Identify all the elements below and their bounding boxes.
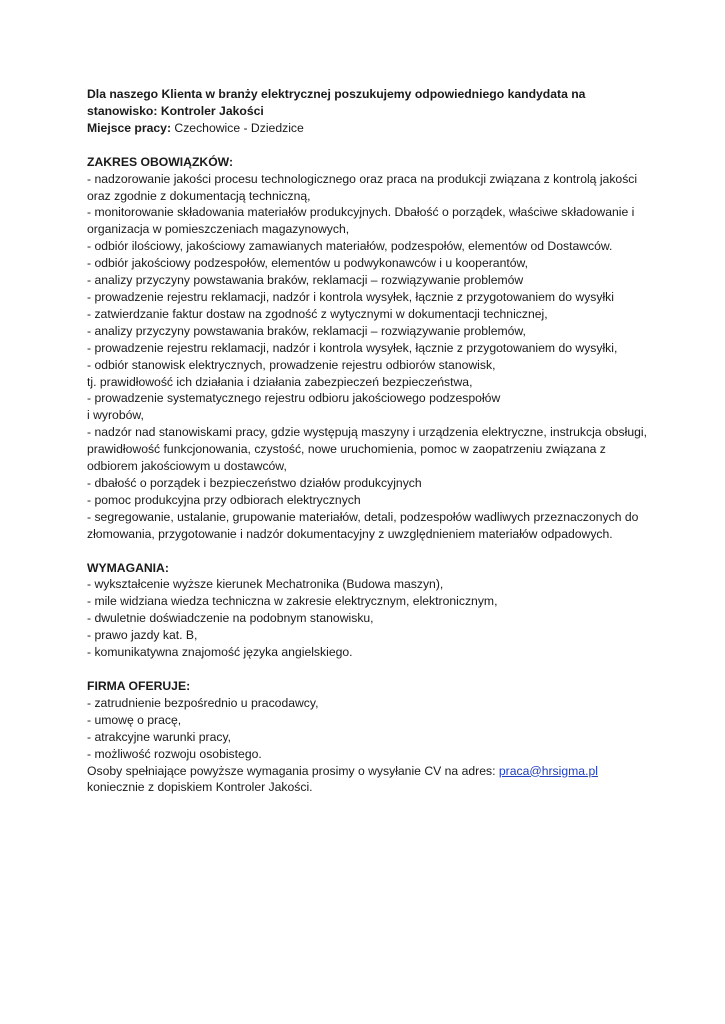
duties-section bbox=[87, 154, 647, 543]
duty-line: - nadzór nad stanowiskami pracy, gdzie występują maszyny i urządzenia elektryczne, instrukcja obsługi, prawidłowość funkcjonowania, czystość, nowe uruchomienia, pomoc w zaopatrzeniu związana z odbiorem jakościowym u dostawców, bbox=[87, 425, 647, 474]
duties-heading: ZAKRES OBOWIĄZKÓW: bbox=[87, 154, 234, 169]
requirements-heading: WYMAGANIA: bbox=[87, 560, 169, 575]
duty-line: - nadzorowanie jakości procesu technologicznego oraz praca na produkcji związana z kontrolą jakości oraz zgodnie z dokumentacją techniczną, bbox=[87, 171, 638, 203]
requirement-line: - dwuletnie doświadczenie na podobnym stanowisku, bbox=[87, 611, 374, 626]
offer-line: - umowę o pracę, bbox=[87, 712, 182, 727]
requirement-line: - komunikatywna znajomość języka angielskiego. bbox=[87, 645, 353, 660]
duty-line: - prowadzenie rejestru reklamacji, nadzór i kontrola wysyłek, łącznie z przygotowaniem do wysyłki, bbox=[87, 340, 618, 355]
document-content bbox=[87, 86, 647, 796]
offer-heading: FIRMA OFERUJE: bbox=[87, 679, 191, 693]
work-location-value: Czechowice - Dziedzice bbox=[171, 120, 304, 135]
duty-line: - analizy przyczyny powstawania braków, reklamacji – rozwiązywanie problemów, bbox=[87, 323, 526, 338]
duty-line: - pomoc produkcyjna przy odbiorach elektrycznych bbox=[87, 492, 361, 507]
duty-line: - zatwierdzanie faktur dostaw na zgodność z wytycznymi w dokumentacji technicznej, bbox=[87, 306, 548, 321]
closing-text-end: koniecznie z dopiskiem Kontroler Jakości. bbox=[87, 780, 313, 795]
job-title: Dla naszego Klienta w branży elektrycznej poszukujemy odpowiedniego kandydata na stanowisko: Kontroler Jakości bbox=[87, 87, 586, 118]
duty-line: - prowadzenie rejestru reklamacji, nadzór i kontrola wysyłek, łącznie z przygotowaniem do wysyłki bbox=[87, 289, 614, 304]
duty-line: - prowadzenie systematycznego rejestru odbioru jakościowego podzespołów bbox=[87, 391, 501, 406]
work-location-label: Miejsce pracy: bbox=[87, 120, 172, 135]
closing-text: Osoby spełniające powyższe wymagania prosimy o wysyłanie CV na adres: bbox=[87, 763, 499, 778]
email-link[interactable]: praca@hrsigma.pl bbox=[498, 763, 598, 778]
requirement-line: - mile widziana wiedza techniczna w zakresie elektrycznym, elektronicznym, bbox=[87, 594, 498, 609]
duty-line: - odbiór jakościowy podzespołów, elementów u podwykonawców i u kooperantów, bbox=[87, 256, 529, 271]
offer-line: - atrakcyjne warunki pracy, bbox=[87, 729, 232, 744]
duty-line: tj. prawidłowość ich działania i działania zabezpieczeń bezpieczeństwa, bbox=[87, 374, 473, 389]
offer-line: - zatrudnienie bezpośrednio u pracodawcy, bbox=[87, 695, 319, 710]
requirement-line: - prawo jazdy kat. B, bbox=[87, 628, 198, 643]
work-location bbox=[87, 120, 647, 137]
duty-line: - odbiór ilościowy, jakościowy zamawianych materiałów, podzespołów, elementów od Dostawców. bbox=[87, 239, 613, 254]
requirement-line: - wykształcenie wyższe kierunek Mechatronika (Budowa maszyn), bbox=[87, 577, 444, 592]
duty-line: - analizy przyczyny powstawania braków, reklamacji – rozwiązywanie problemów bbox=[87, 273, 524, 288]
duty-line: - segregowanie, ustalanie, grupowanie materiałów, detali, podzespołów wadliwych przeznaczonych do złomowania, przygotowanie i nadzór dokumentacyjny z uwzględnieniem materiałów odpadowych. bbox=[87, 509, 639, 541]
duty-line: - monitorowanie składowania materiałów produkcyjnych. Dbałość o porządek, właściwe składowanie i organizacja w pomieszczeniach magazynowych, bbox=[87, 205, 635, 237]
offer-section bbox=[87, 678, 647, 763]
duty-line: - dbałość o porządek i bezpieczeństwo działów produkcyjnych bbox=[87, 475, 422, 490]
requirements-section bbox=[87, 560, 647, 661]
offer-line: - możliwość rozwoju osobistego. bbox=[87, 746, 262, 761]
duty-line: i wyrobów, bbox=[87, 408, 144, 423]
closing-paragraph bbox=[87, 763, 647, 797]
duty-line: - odbiór stanowisk elektrycznych, prowadzenie rejestru odbiorów stanowisk, bbox=[87, 357, 496, 372]
